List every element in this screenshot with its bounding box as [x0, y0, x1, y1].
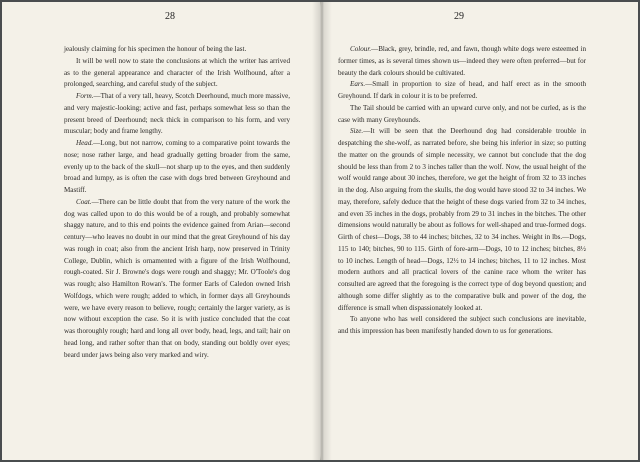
paragraph-body: It will be well now to state the conclusions at which the writer has arrived as to the general appearance and character of the Irish Wolfhound, after a prolonged, searching, and careful study of the subject. [64, 56, 290, 89]
paragraph [338, 44, 586, 79]
paragraph-body: —It will be seen that the Deerhound dog had considerable trouble in despatching the she-wolf, as narrated before, she being his inferior in size; so putting the matter on the grounds of simple necessity, we cannot but conclude that the dog should be less than from 2 to 3 inches taller than the wolf. Now, the usual height of the wolf would range about 30 inches, therefore, we get the height of from 32 to 33 inches in the dog. Also arguing from the skulls, the dog would have stood 32 to 34 inches. We may, therefore, safely deduce that the height of these dogs varied from 32 to 34 inches, and even 35 inches in the dogs, probably from 29 to 31 inches in the bitches. The other dimensions would naturally be about as follows for well-shaped and true-formed dogs. Girth of chest—Dogs, 38 to 44 inches; bitches, 32 to 34 inches. Weight in lbs.—Dogs, 115 to 140; bitches, 90 to 115. Girth of fore-arm—Dogs, 10 to 12 inches; bitches, 8½ to 10 inches. Length of head—Dogs, 12½ to 14 inches; bitches, 11 to 12 inches. Most modern authors and all practical lovers of the canine race whom the writer has consulted are agreed that the foregoing is the correct type of dog beyond question; and although some differ slightly as to the comparative bulk and power of the dog, the difference is small when dispassionately looked at. [338, 127, 586, 312]
left-page [2, 2, 320, 460]
paragraph-body: To anyone who has well considered the subject such conclusions are inevitable, and this impression has been manifestly handed down to us for generations. [338, 315, 586, 335]
paragraph-heading: Size. [350, 127, 364, 136]
page-number: 28 [165, 11, 175, 22]
paragraph [64, 138, 290, 197]
paragraph [338, 103, 586, 127]
paragraph-body: —Black, grey, brindle, red, and fawn, though white dogs were esteemed in former times, as is several times shown us—indeed they were often preferred—but for beauty the dark colours should be cultivated. [338, 45, 586, 77]
paragraph-body: The Tail should be carried with an upward curve only, and not be curled, as is the case with many Greyhounds. [338, 103, 586, 124]
paragraph-body: —Long, but not narrow, coming to a comparative point towards the nose; nose rather large, and head gradually getting broader from the same, evenly up to the back of the skull—not sharp up to the eyes, and then suddenly broad and lumpy, as is often the case with dogs bred between Greyhound and Mastiff. [64, 139, 290, 194]
page-text [338, 44, 586, 338]
paragraph-heading: Coat. [76, 197, 92, 206]
paragraph-body: —There can be little doubt that from the very nature of the work the dog was called upon to do this would be of a rough, and probably somewhat shaggy nature, and to this end points the evidence gained from Arian—second century—who leaves no doubt in our mind that the great Greyhound of his day was rough in coat; also from the ancient Irish harp, now preserved in Trinity College, Dublin, which is ornamented with a figure of the Irish Wolfhound, rough-coated. Sir J. Browne's dogs were rough and shaggy; Mr. O'Toole's dog was rough; also Hamilton Rowan's. The former Earls of Caledon owned Irish Wolfdogs, which were rough; added to which, in former days all Greyhounds were, we have every reason to believe, rough; certainly the larger variety, as is now without exception the case. So it is with justice concluded that the coat was thoroughly rough; hard and long all over body, head, legs, and tail; hair on head long, and rather softer than that on body, standing out boldly over eyes; beard under jaws being also very marked and wiry. [64, 197, 290, 359]
paragraph [338, 126, 586, 314]
paragraph-heading: Head. [76, 139, 94, 147]
paragraph [64, 91, 290, 138]
paragraph-body: —Small in proportion to size of head, and half erect as in the smooth Greyhound. If dark in colour it is to be preferred. [338, 80, 586, 100]
book-spread [2, 2, 638, 460]
right-page [321, 2, 638, 460]
paragraph [64, 44, 290, 56]
page-number: 29 [454, 11, 464, 22]
paragraph-heading: Colour. [350, 45, 372, 53]
paragraph-heading: Form. [76, 92, 94, 100]
paragraph-body: jealously claiming for his specimen the honour of being the last. [64, 45, 247, 53]
paragraph [338, 79, 586, 103]
paragraph-body: —That of a very tall, heavy, Scotch Deerhound, much more massive, and very majestic-looking; active and fast, perhaps somewhat less so than the present breed of Deerhound; neck thick in comparison to his form, and very muscular; body and frame lengthy. [64, 92, 290, 136]
paragraph-heading: Ears. [350, 80, 366, 89]
page-text [64, 44, 290, 361]
paragraph [64, 56, 290, 91]
book-gutter [312, 2, 332, 460]
paragraph [338, 314, 586, 338]
paragraph [64, 197, 290, 362]
